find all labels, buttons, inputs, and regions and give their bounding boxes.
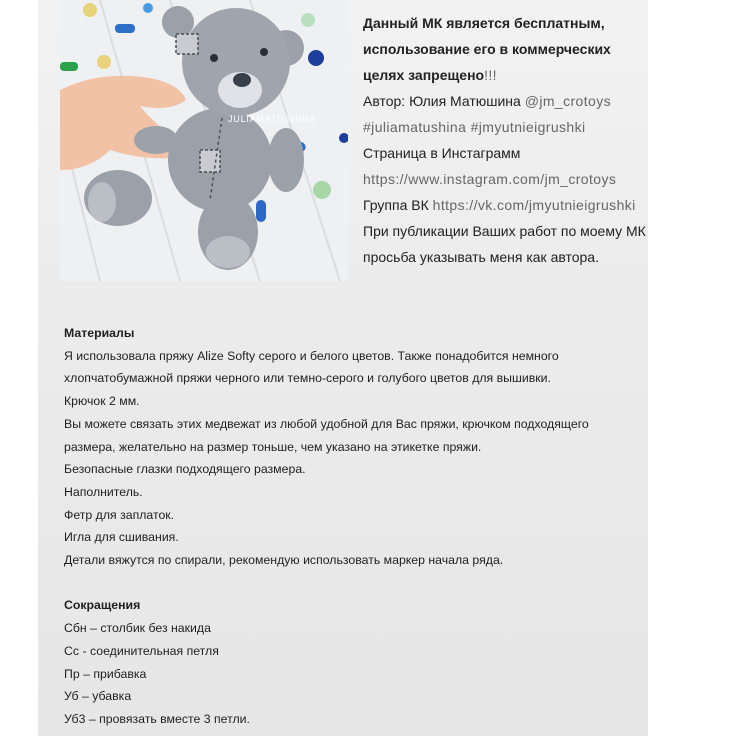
instagram-link[interactable]: https://www.instagram.com/jm_crotoys: [363, 171, 617, 187]
materials-line: Детали вяжутся по спирали, рекомендую использовать маркер начала ряда.: [64, 553, 504, 568]
publication-note-1: При публикации Ваших работ по моему МК: [363, 223, 646, 239]
document-page: [38, 0, 648, 736]
materials-line: размера, желательно на размер тоньше, чем указано на этикетке пряжи.: [64, 439, 482, 454]
abbreviation-item: Сс - соединительная петля: [64, 643, 219, 658]
materials-line: Крючок 2 мм.: [64, 394, 140, 409]
exclamation: !!!: [484, 67, 497, 83]
abbreviation-item: Сбн – столбик без накида: [64, 621, 211, 636]
materials-line: Фетр для заплаток.: [64, 507, 175, 522]
instagram-label: Страница в Инстаграмм: [363, 145, 521, 161]
materials-line: Безопасные глазки подходящего размера.: [64, 462, 306, 477]
vk-link[interactable]: https://vk.com/jmyutnieigrushki: [432, 197, 636, 213]
materials-line: хлопчатобумажной пряжи черного или темно-серого и голубого цветов для вышивки.: [64, 371, 551, 386]
materials-line: Игла для сшивания.: [64, 530, 179, 545]
abbreviation-item: Пр – прибавка: [64, 666, 147, 681]
publication-note-2: просьба указывать меня как автора.: [363, 249, 599, 265]
hashtags: #juliamatushina #jmyutnieigrushki: [363, 119, 586, 135]
free-mk-notice: Данный МК является бесплатным,: [363, 15, 605, 31]
commercial-use-notice: использование его в коммерческих: [363, 41, 611, 57]
author-label: Автор: Юлия Матюшина: [363, 93, 521, 109]
materials-section: [64, 322, 634, 731]
photo-watermark: JULIAMATUSHINA: [228, 114, 317, 124]
teddy-bear-photo: [60, 0, 348, 281]
teddy-bear-illustration: [60, 0, 348, 281]
materials-heading: Материалы: [64, 326, 135, 340]
materials-line: Я использовала пряжу Alize Softy серого и белого цветов. Также понадобится немного: [64, 348, 559, 363]
author-credits: [363, 10, 648, 270]
prohibited-notice: целях запрещено: [363, 67, 485, 83]
author-handle-link[interactable]: @jm_crotoys: [524, 93, 612, 109]
abbreviation-item: Уб3 – провязать вместе 3 петли.: [64, 711, 250, 726]
vk-label: Группа ВК: [363, 197, 429, 213]
abbreviation-item: Уб – убавка: [64, 689, 132, 704]
materials-line: Вы можете связать этих медвежат из любой удобной для Вас пряжи, крючком подходящего: [64, 416, 589, 431]
abbreviations-heading: Сокращения: [64, 598, 141, 613]
materials-line: Наполнитель.: [64, 484, 143, 499]
